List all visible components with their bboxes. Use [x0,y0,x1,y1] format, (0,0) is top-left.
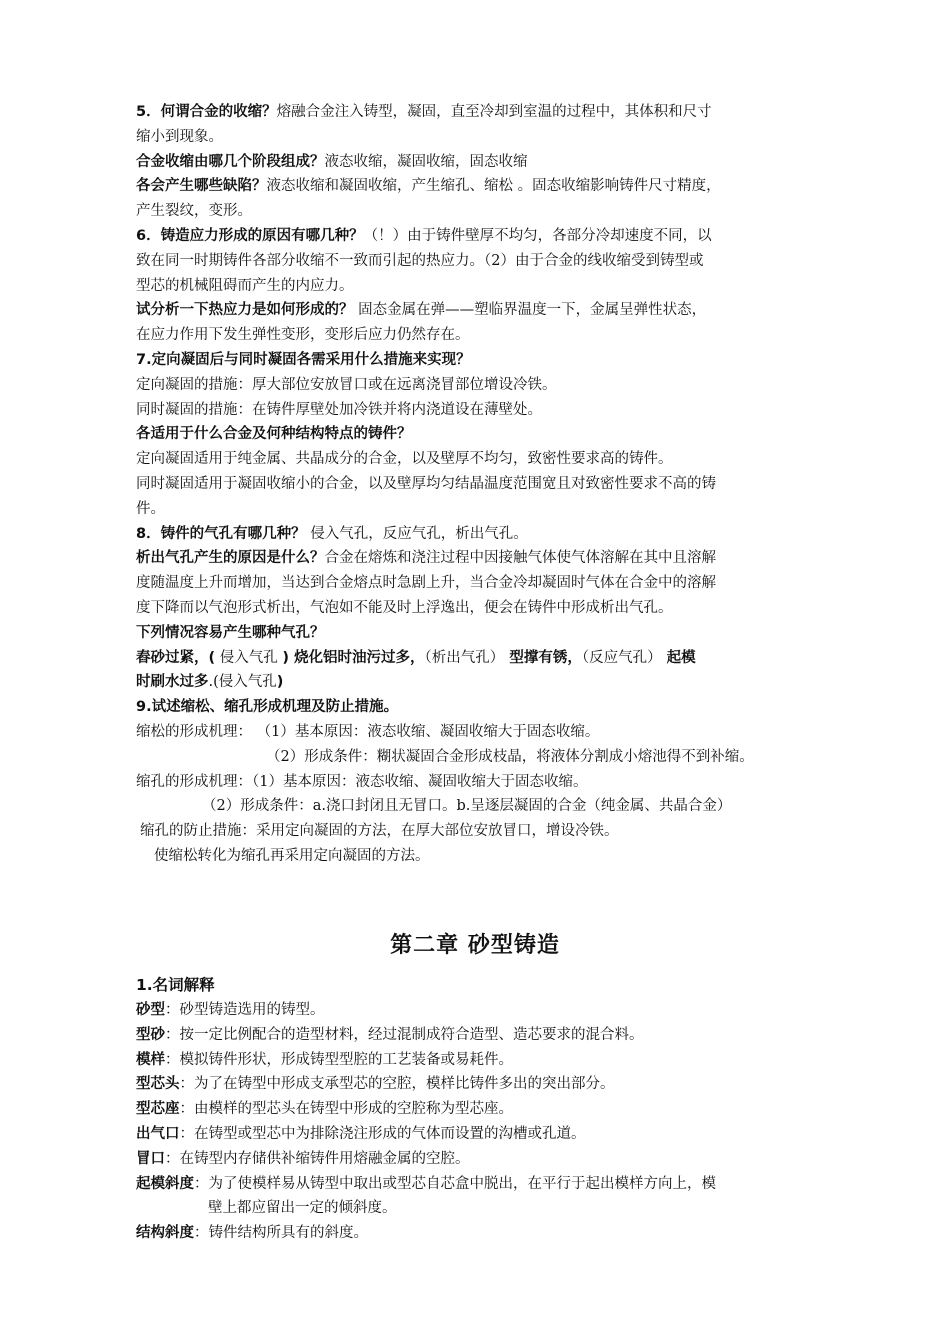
definition: ：砂型铸造选用的铸型。 [165,1002,325,1018]
case-text: 时刷水过多 [136,674,209,691]
question-text: 析出气孔产生的原因是什么？ [136,550,325,567]
definition: ：为了使模样易从铸型中取出或型芯自芯盒中脱出，在平行于起出模样方向上，模 [194,1175,716,1192]
answer-text: .(侵入气孔 [208,674,277,691]
term: 结构斜度 [136,1225,194,1242]
question-text: 5．何谓合金的收缩？ [136,104,277,120]
q8-line [136,546,826,571]
term: 型芯头 [136,1076,180,1093]
q5-line: 产生裂纹，变形。 [136,203,252,220]
definition: 壁上都应留出一定的倾斜度。 [208,1200,397,1217]
definition: ：为了在铸型中形成支承型芯的空腔，模样比铸件多出的突出部分。 [179,1076,615,1093]
definition: ：模拟铸件形状，形成铸型型腔的工艺装备或易耗件。 [165,1051,513,1068]
q9-title: 9.试述缩松、缩孔形成机理及防止措施。 [136,699,399,716]
case-text: 起模 [661,649,696,666]
q5-line [136,174,826,199]
answer-text: （反应气孔） [581,649,662,666]
q7-title: 7.定向凝固后与同时凝固各需采用什么措施来实现？ [136,351,471,368]
q5-line [136,150,826,175]
definition: ：按一定比例配合的造型材料，经过混制成符合造型、造芯要求的混合料。 [165,1026,644,1043]
case-text: ) [276,674,284,691]
term: 型砂 [136,1026,165,1043]
chapter2-glossary [136,972,826,1246]
q7-line: 定向凝固的措施：厚大部位安放冒口或在远离浇冒部位增设冷铁。 [136,376,557,393]
case-text: 舂砂过紧，( [136,649,216,666]
q9-line: 使缩松转化为缩孔再采用定向凝固的方法。 [154,847,430,864]
answer-text: （析出气孔） [424,649,505,666]
glossary-item [136,1172,826,1197]
q6-line: 型芯的机械阻碍而产生的内应力。 [136,277,354,294]
glossary-item [136,1072,826,1097]
term: 模样 [136,1051,165,1068]
definition: ：在铸型或型芯中为排除浇注形成的气体而设置的沟槽或孔道。 [179,1125,586,1142]
definition: ：在铸型内存储供补缩铸件用熔融金属的空腔。 [165,1150,470,1167]
glossary-item [136,1122,826,1147]
q6-line: 在应力作用下发生弹性变形，变形后应力仍然存在。 [136,327,470,344]
q7-line: 件。 [136,500,165,517]
glossary-item-continued [136,1196,826,1221]
term: 型芯座 [136,1101,180,1118]
answer-text: （！）由于铸件壁厚不均匀，各部分冷却速度不同，以 [363,227,712,244]
glossary-item [136,1147,826,1172]
question-text: 试分析一下热应力是如何形成的？ [136,302,354,319]
answer-text: 熔融合金注入铸型，凝固，直至冷却到室温的过程中，其体积和尺寸 [276,104,712,120]
answer-text: 固态金属在弹——塑临界温度一下，金属呈弹性状态， [353,302,707,319]
term: 起模斜度 [136,1175,194,1192]
question-text: 8．铸件的气孔有哪几种？ [136,525,306,542]
q9-line: 缩松的形成机理： （1）基本原因：液态收缩、凝固收缩大于固态收缩。 [136,723,600,740]
answer-text: 合金在熔炼和浇注过程中因接触气体使气体溶解在其中且溶解 [324,550,716,567]
glossary-item [136,1221,826,1246]
q9-line: 缩孔的形成机理：（1）基本原因：液态收缩、凝固收缩大于固态收缩。 [136,773,588,790]
case-text: ) 烧化铝时油污过多， [282,649,425,666]
glossary-item [136,1023,826,1048]
question-text: 各会产生哪些缺陷？ [136,178,267,195]
chapter-title: 第二章 砂型铸造 [390,933,560,958]
question-text: 合金收缩由哪几个阶段组成？ [136,153,325,170]
definition: ：铸件结构所具有的斜度。 [194,1225,368,1242]
term: 砂型 [136,1002,165,1018]
answer-text: 液态收缩和凝固收缩，产生缩孔、缩松 。固态收缩影响铸件尺寸精度， [266,178,721,195]
q9-line: 缩孔的防止措施：采用定向凝固的方法，在厚大部位安放冒口，增设冷铁。 [140,823,619,840]
q8-line: 度下降而以气泡形式析出，气泡如不能及时上浮逸出，便会在铸件中形成析出气孔。 [136,599,673,616]
q7-line: 定向凝固适用于纯金属、共晶成分的合金，以及壁厚不均匀，致密性要求高的铸件。 [136,451,673,468]
section-title: 1.名词解释 [136,976,215,994]
q8-line [136,646,826,671]
term: 出气口 [136,1125,180,1142]
q7-subquestion: 各适用于什么合金及何种结构特点的铸件？ [136,426,412,443]
q9-line: （2）形成条件：a.浇口封闭且无冒口。b.呈逐层凝固的合金（纯金属、共晶合金） [202,798,732,815]
glossary-item [136,1097,826,1122]
question-text: 6．铸造应力形成的原因有哪几种？ [136,227,364,244]
q6-line: 致在同一时期铸件各部分收缩不一致而引起的热应力。（2）由于合金的线收缩受到铸型或 [136,252,704,269]
q8-line [136,522,826,547]
q8-line: 度随温度上升而增加，当达到合金熔点时急剧上升，当合金冷却凝固时气体在合金中的溶解 [136,575,716,592]
term: 冒口 [136,1150,165,1167]
answer-text: 液态收缩，凝固收缩，固态收缩 [324,153,528,170]
case-text: 型撑有锈， [504,649,582,666]
q7-line: 同时凝固适用于凝固收缩小的合金，以及壁厚均匀结晶温度范围宽且对致密性要求不高的铸 [136,475,716,492]
q8-line [136,670,826,695]
definition: ：由模样的型芯头在铸型中形成的空腔称为型芯座。 [179,1101,513,1118]
q6-line [136,298,826,323]
q9-line: （2）形成条件：糊状凝固合金形成枝晶，将液体分割成小熔池得不到补缩。 [266,748,754,765]
q6-line [136,224,826,249]
answer-text: 侵入气孔 [215,649,283,666]
answer-text: 侵入气孔，反应气孔，析出气孔。 [305,525,528,542]
glossary-item [136,1048,826,1073]
q5-line: 缩小到现象。 [136,128,223,145]
q7-line: 同时凝固的措施：在铸件厚壁处加冷铁并将内浇道设在薄壁处。 [136,401,542,418]
q8-subquestion: 下列情况容易产生哪种气孔？ [136,624,325,641]
glossary-item [136,998,826,1023]
q5-line [136,100,826,125]
chapter1-answers [136,100,826,869]
